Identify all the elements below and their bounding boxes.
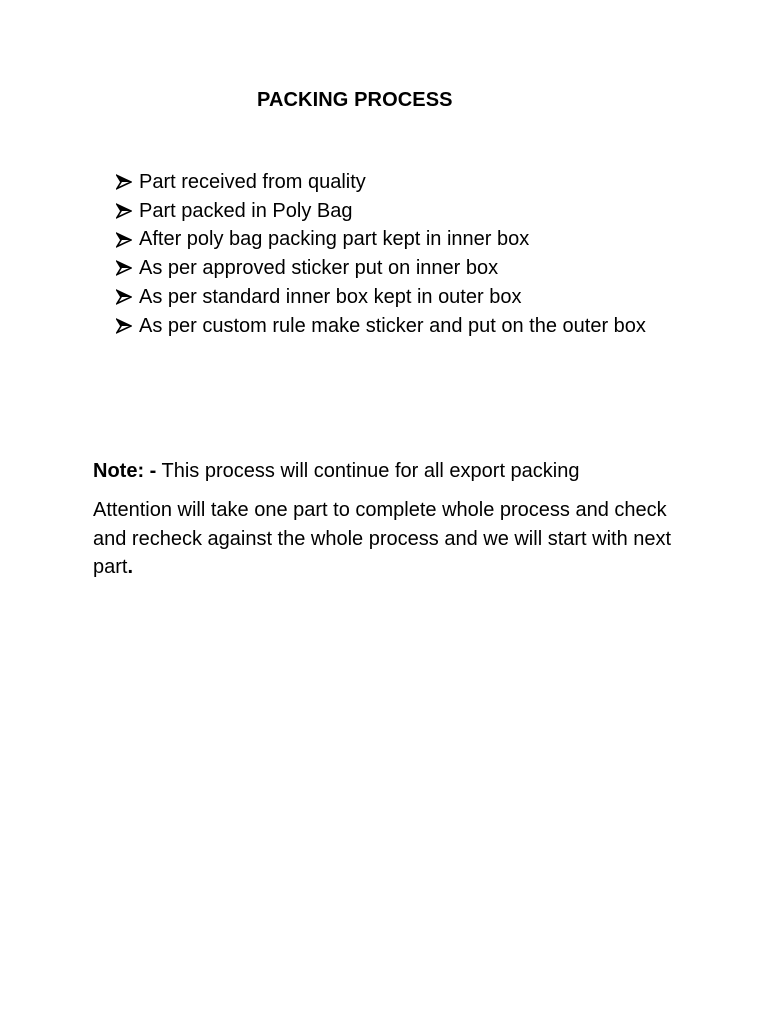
note-paragraph [93, 457, 580, 485]
step-text: After poly bag packing part kept in inner box [139, 228, 530, 251]
step-text: As per standard inner box kept in outer box [139, 285, 522, 308]
list-item [116, 197, 656, 226]
step-text: As per custom rule make sticker and put on the outer box [139, 314, 646, 337]
note-text: This process will continue for all export packing [156, 460, 580, 482]
note-label: Note: - [93, 460, 157, 482]
list-item [116, 312, 656, 341]
page-title: PACKING PROCESS [257, 89, 453, 111]
attention-text: Attention will take one part to complete whole process and check and recheck against the whole process and we will start with next part [93, 499, 672, 578]
process-steps-list [116, 168, 656, 340]
arrowhead-bullet-icon [116, 168, 139, 197]
arrowhead-bullet-icon [116, 197, 139, 226]
attention-paragraph [93, 496, 678, 582]
arrowhead-bullet-icon [116, 283, 139, 312]
step-text: As per approved sticker put on inner box [139, 257, 499, 280]
step-text: Part packed in Poly Bag [139, 199, 353, 222]
arrowhead-bullet-icon [116, 225, 139, 254]
list-item [116, 168, 656, 197]
list-item [116, 225, 656, 254]
arrowhead-bullet-icon [116, 312, 139, 341]
list-item [116, 254, 656, 283]
attention-end-mark: . [127, 556, 134, 578]
step-text: Part received from quality [139, 171, 366, 193]
list-item [116, 283, 656, 312]
arrowhead-bullet-icon [116, 254, 139, 283]
